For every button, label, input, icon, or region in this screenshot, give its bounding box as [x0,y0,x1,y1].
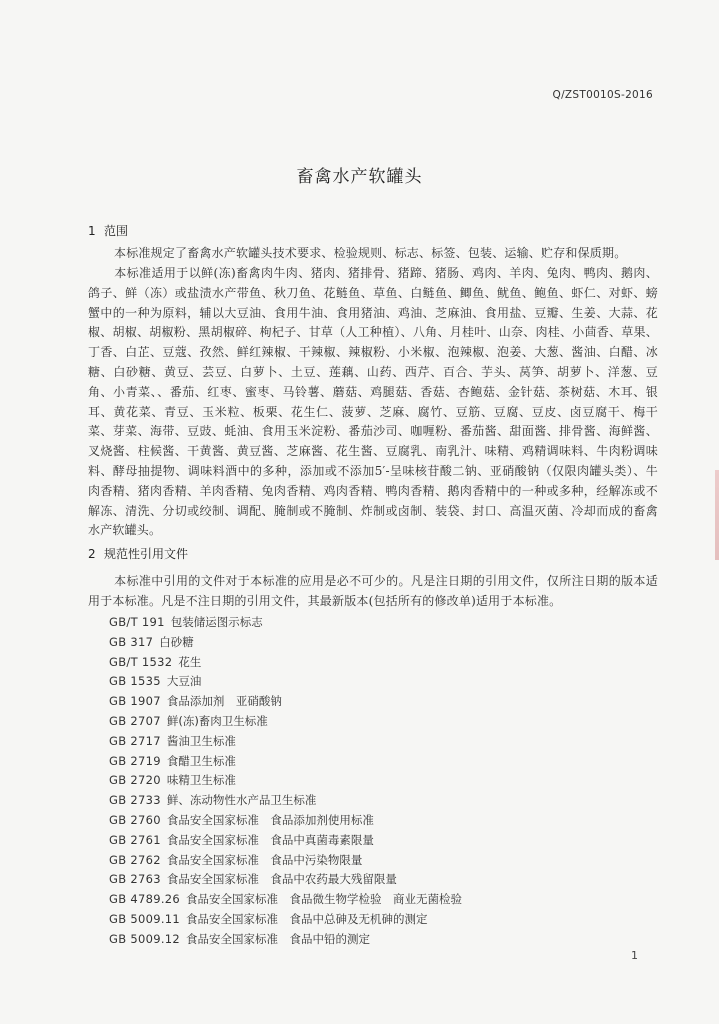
reference-item [109,811,669,831]
reference-item [109,752,669,772]
scope-paragraph-1 [88,244,658,264]
reference-item [109,732,669,752]
section-title: 范围 [104,224,129,238]
reference-title: 食品安全国家标准 食品中总砷及无机砷的测定 [186,911,428,926]
reference-title: 大豆油 [166,674,202,689]
reference-code: GB/T 191 [109,615,165,629]
reference-code: GB 1907 [109,694,161,709]
reference-code: GB 2719 [109,753,161,768]
reference-item [109,653,669,673]
reference-code: GB 2717 [109,733,161,748]
reference-title: 包装储运图示标志 [170,615,263,629]
reference-code: GB 5009.11 [109,911,181,926]
reference-code: GB 2763 [109,872,161,887]
reference-item [109,633,669,653]
reference-title: 酱油卫生标准 [166,733,236,748]
section-2-heading [88,545,188,562]
reference-title: 食品添加剂 亚硝酸钠 [166,694,282,709]
reference-item [109,870,669,890]
reference-title: 食醋卫生标准 [166,753,236,768]
reference-item [109,712,669,732]
document-title: 畜禽水产软罐头 [296,167,423,187]
reference-code: GB 317 [109,634,154,649]
reference-item [109,930,669,950]
reference-item [109,851,669,871]
section-number: 1 [88,224,96,238]
document-code: Q/ZST0010S-2016 [552,89,653,101]
reference-item [109,831,669,851]
section-title: 规范性引用文件 [104,547,189,561]
reference-list [109,613,669,950]
reference-code: GB 2760 [109,812,161,827]
reference-title: 食品安全国家标准 食品中污染物限量 [166,852,363,867]
paragraph-text: 本标准中引用的文件对于本标准的应用是必不可少的。凡是注日期的引用文件，仅所注日期的版本适用于本标准。凡是不注日期的引用文件，其最新版本(包括所有的修改单)适用于本标准。 [88,574,658,608]
reference-item [109,890,669,910]
reference-item [109,771,669,791]
reference-item [109,672,669,692]
reference-code: GB/T 1532 [109,654,173,669]
scope-paragraph-2 [88,264,658,541]
reference-code: GB 2707 [109,713,161,728]
reference-code: GB 5009.12 [109,931,181,946]
reference-title: 食品安全国家标准 食品中铅的测定 [186,931,371,946]
reference-item [109,692,669,712]
paragraph-text: 本标准规定了畜禽水产软罐头技术要求、检验规则、标志、标签、包装、运输、贮存和保质期。 [114,246,627,260]
reference-title: 味精卫生标准 [166,773,236,788]
reference-code: GB 2762 [109,852,161,867]
reference-title: 白砂糖 [159,634,194,649]
normative-references-intro [88,572,658,612]
reference-title: 鲜(冻)畜肉卫生标准 [166,713,268,728]
page-edge-mark [715,470,719,560]
reference-code: GB 2733 [109,793,161,808]
section-number: 2 [88,547,96,561]
reference-code: GB 2720 [109,773,161,788]
page-number: 1 [631,949,638,962]
reference-title: 鲜、冻动物性水产品卫生标准 [166,793,317,808]
reference-title: 食品安全国家标准 食品微生物学检验 商业无菌检验 [186,892,463,907]
reference-item [109,613,669,633]
reference-code: GB 4789.26 [109,892,181,907]
section-1-heading [88,222,128,239]
reference-title: 食品安全国家标准 食品添加剂使用标准 [166,812,374,827]
reference-title: 食品安全国家标准 食品中农药最大残留限量 [166,872,397,887]
reference-code: GB 1535 [109,674,161,689]
paragraph-text: 本标准适用于以鲜(冻)畜禽肉牛肉、猪肉、猪排骨、猪蹄、猪肠、鸡肉、羊肉、兔肉、鸭肉、鹅肉、鸽子、鲜（冻）或盐渍水产带鱼、秋刀鱼、花鲢鱼、草鱼、白鲢鱼、鲫鱼、鱿鱼、鲍鱼、虾仁、对虾、螃蟹中的一种为原料，辅以大豆油、食用牛油、食用猪油、鸡油、芝麻油、食用盐、豆瓣、生姜、大蒜、花椒、胡椒、胡椒粉、黑胡椒碎、枸杞子、甘草（人工种植）、八角、月桂叶、山奈、肉桂、小茴香、草果、丁香、白芷、豆蔻、孜然、鲜红辣椒、干辣椒、辣椒粉、小米椒、泡辣椒、泡姜、大葱、酱油、白醋、冰糖、白砂糖、黄豆、芸豆、白萝卜、土豆、莲藕、山药、西芹、百合、芋头、莴笋、胡萝卜、洋葱、豆角、小青菜、、番茄、红枣、蜜枣、马铃薯、蘑菇、鸡腿菇、香菇、杏鲍菇、金针菇、茶树菇、木耳、银耳、黄花菜、青豆、玉米粒、板栗、花生仁、菠萝、芝麻、腐竹、豆筋、豆腐、豆皮、卤豆腐干、梅干菜、芽菜、海带、豆豉、蚝油、食用玉米淀粉、番茄沙司、咖喱粉、番茄酱、甜面酱、排骨酱、海鲜酱、叉烧酱、柱候酱、干黄酱、黄豆酱、芝麻酱、花生酱、豆腐乳、南乳汁、味精、鸡精调味料、牛肉粉调味料、酵母抽提物、调味料酒中的多种，添加或不添加5′-呈味核苷酸二钠、亚硝酸钠（仅限肉罐头类）、牛肉香精、猪肉香精、羊肉香精、兔肉香精、鸡肉香精、鸭肉香精、鹅肉香精中的一种或多种，经解冻或不解冻、清洗、分切或绞制、调配、腌制或不腌制、炸制或卤制、装袋、封口、高温灭菌、冷却而成的畜禽水产软罐头。 [88,266,658,538]
reference-item [109,791,669,811]
reference-title: 食品安全国家标准 食品中真菌毒素限量 [166,832,374,847]
reference-item [109,910,669,930]
reference-title: 花生 [178,654,202,669]
reference-code: GB 2761 [109,832,161,847]
